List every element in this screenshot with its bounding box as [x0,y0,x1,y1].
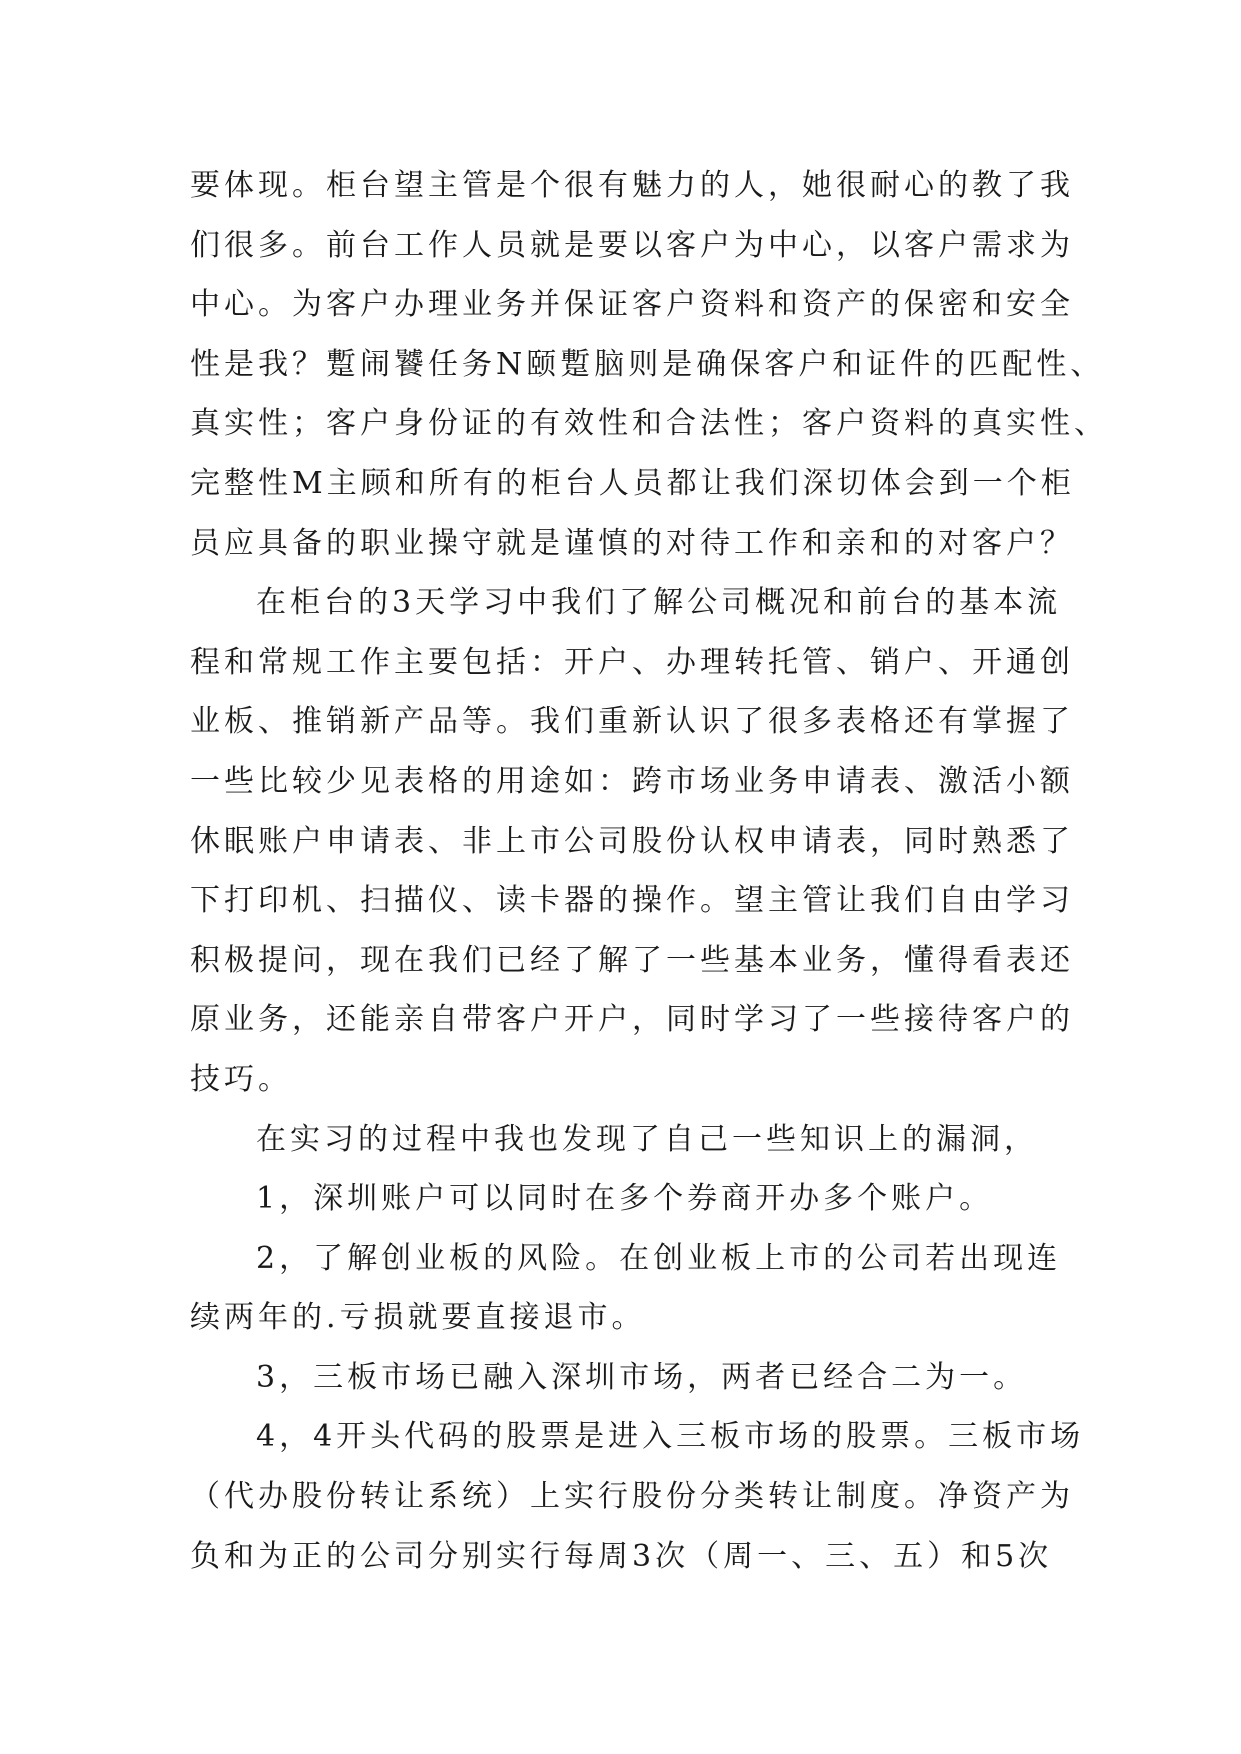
text-line: 下打印机、扫描仪、读卡器的操作。望主管让我们自由学习 [190,883,1074,919]
text-line: （代办股份转让系统）上实行股份分类转让制度。净资产为 [190,1479,1074,1515]
text-line: 员应具备的职业操守就是谨慎的对待工作和亲和的对客户？ [190,525,1074,561]
text-line: 程和常规工作主要包括：开户、办理转托管、销户、开通创 [190,644,1074,680]
text-line: 们很多。前台工作人员就是要以客户为中心，以客户需求为 [190,227,1074,263]
text-line: 1，深圳账户可以同时在多个券商开办多个账户。 [256,1181,994,1217]
text-line: 一些比较少见表格的用途如：跨市场业务申请表、激活小额 [190,763,1074,799]
text-line: 原业务，还能亲自带客户开户，同时学习了一些接待客户的 [190,1002,1074,1038]
text-line: 休眠账户申请表、非上市公司股份认权申请表，同时熟悉了 [190,823,1074,859]
text-line: 4，4开头代码的股票是进入三板市场的股票。三板市场 [256,1419,1085,1455]
text-line: 完整性M主顾和所有的柜台人员都让我们深切体会到一个柜 [190,465,1075,501]
text-line: 真实性；客户身份证的有效性和合法性；客户资料的真实性、 [190,406,1108,442]
text-line: 业板、推销新产品等。我们重新认识了很多表格还有掌握了 [190,704,1074,740]
text-line: 中心。为客户办理业务并保证客户资料和资产的保密和安全 [190,287,1074,323]
text-line: 技巧。 [190,1061,292,1097]
text-line: 在柜台的3天学习中我们了解公司概况和前台的基本流 [256,585,1062,621]
text-line: 性是我？蹔闹饕任务N颐蹔脑则是确保客户和证件的匹配性、 [190,346,1105,382]
document-body [190,156,1108,1586]
text-line: 要体现。柜台望主管是个很有魅力的人，她很耐心的教了我 [190,168,1074,203]
text-line: 3，三板市场已融入深圳市场，两者已经合二为一。 [256,1359,1028,1395]
text-line: 续两年的.亏损就要直接退市。 [190,1300,646,1336]
text-line: 负和为正的公司分别实行每周3次（周一、三、五）和5次 [190,1538,1053,1574]
text-line: 2，了解创业板的风险。在创业板上市的公司若出现连 [256,1240,1062,1276]
text-line: 积极提问，现在我们已经了解了一些基本业务，懂得看表还 [190,942,1074,978]
text-line: 在实习的过程中我也发现了自己一些知识上的漏洞， [256,1121,1038,1157]
